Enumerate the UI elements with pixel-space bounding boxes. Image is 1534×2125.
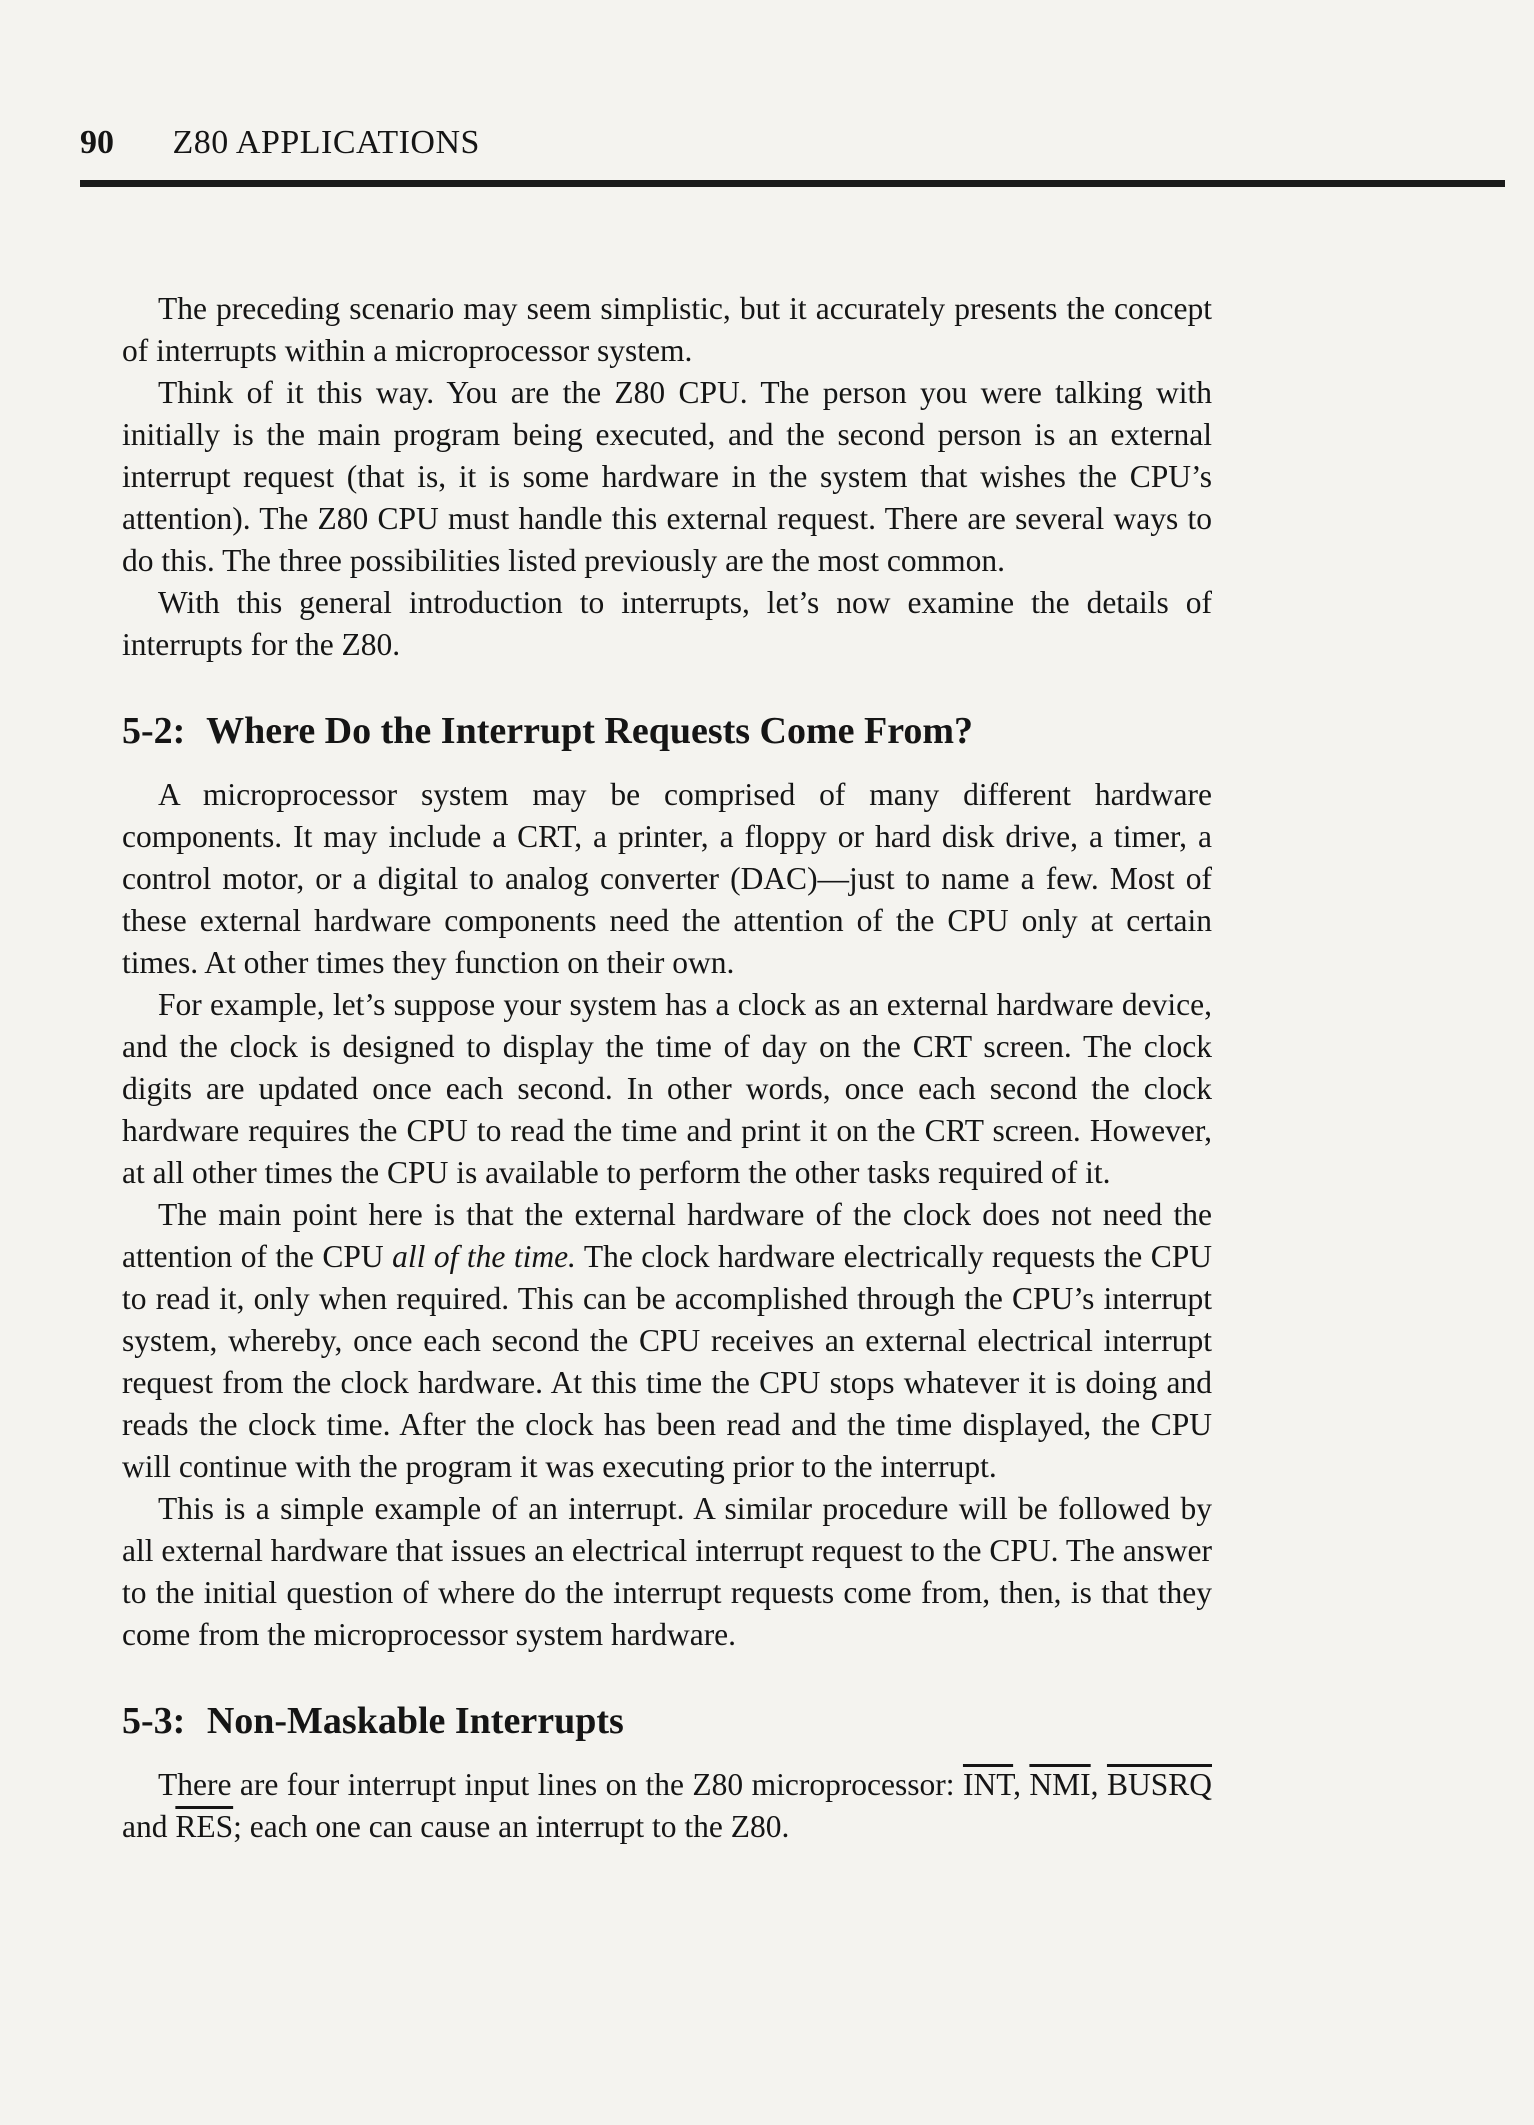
- paragraph: [122, 1764, 1212, 1848]
- page-number: 90: [80, 124, 114, 161]
- emphasis-text: all of the time.: [392, 1239, 576, 1274]
- page-body: [122, 288, 1212, 1848]
- text-run: The main point here is that the external hardware of the clock does not need the attention of the CPU: [122, 1197, 1212, 1274]
- paragraph: [122, 1194, 1212, 1488]
- section-number: 5-3:: [122, 1700, 186, 1742]
- paragraph: This is a simple example of an interrupt. A similar procedure will be followed by all external hardware that issues an electrical interrupt request to the CPU. The answer to the initial question of where do the interrupt requests come from, then, is that they come from the microprocessor system hardware.: [122, 1491, 1212, 1652]
- paragraph: A microprocessor system may be comprised of many different hardware components. It may include a CRT, a printer, a floppy or hard disk drive, a timer, a control motor, or a digital to analog converter (DAC)—just to name a few. Most of these external hardware components need the attention of the CPU only at certain times. At other times they function on their own.: [122, 777, 1212, 980]
- paragraph: With this general introduction to interrupts, let’s now examine the details of interrupts for the Z80.: [122, 585, 1212, 662]
- signal-nmi: $\overline{NMI}$: [1029, 1767, 1091, 1802]
- text-run: The clock hardware electrically requests the CPU to read it, only when required. This can be accomplished through the CPU’s interrupt system, whereby, once each second the CPU receives an external electrical interrupt request from the clock hardware. At this time the CPU stops whatever it is doing and reads the clock time. After the clock has been read and the time displayed, the CPU will continue with the program it was executing prior to the interrupt.: [122, 1239, 1212, 1484]
- running-title: Z80 APPLICATIONS: [172, 124, 480, 161]
- paragraph: For example, let’s suppose your system has a clock as an external hardware device, and the clock is designed to display the time of day on the CRT screen. The clock digits are updated once each second. In other words, once each second the clock hardware requires the CPU to read the time and print it on the CRT screen. However, at all other times the CPU is available to perform the other tasks required of it.: [122, 987, 1212, 1190]
- paragraph: The preceding scenario may seem simplistic, but it accurately presents the concept of interrupts within a microprocessor system.: [122, 291, 1212, 368]
- text-run: and: [122, 1809, 176, 1844]
- section-title: Where Do the Interrupt Requests Come From?: [206, 710, 974, 752]
- signal-res: $\overline{RES}$: [175, 1809, 234, 1844]
- signal-busrq: BUSRQ: [1106, 1767, 1212, 1802]
- section-heading-5-2: [122, 706, 1212, 756]
- text-run: ,: [1013, 1767, 1030, 1802]
- running-head: [80, 118, 1505, 168]
- text-run: ,: [1090, 1767, 1107, 1802]
- section-title: Non-Maskable Interrupts: [206, 1700, 624, 1742]
- text-run: There are four interrupt input lines on the Z80 microprocessor:: [158, 1767, 963, 1802]
- header-rule: [80, 180, 1505, 187]
- signal-int: $\overline{INT}$: [962, 1767, 1014, 1802]
- section-number: 5-2:: [122, 710, 186, 752]
- section-heading-5-3: [122, 1696, 1212, 1746]
- paragraph: Think of it this way. You are the Z80 CPU. The person you were talking with initially is the main program being executed, and the second person is an external interrupt request (that is, it is some hardware in the system that wishes the CPU’s attention). The Z80 CPU must handle this external request. There are several ways to do this. The three possibilities listed previously are the most common.: [122, 375, 1212, 578]
- text-run: ; each one can cause an interrupt to the Z80.: [233, 1809, 790, 1844]
